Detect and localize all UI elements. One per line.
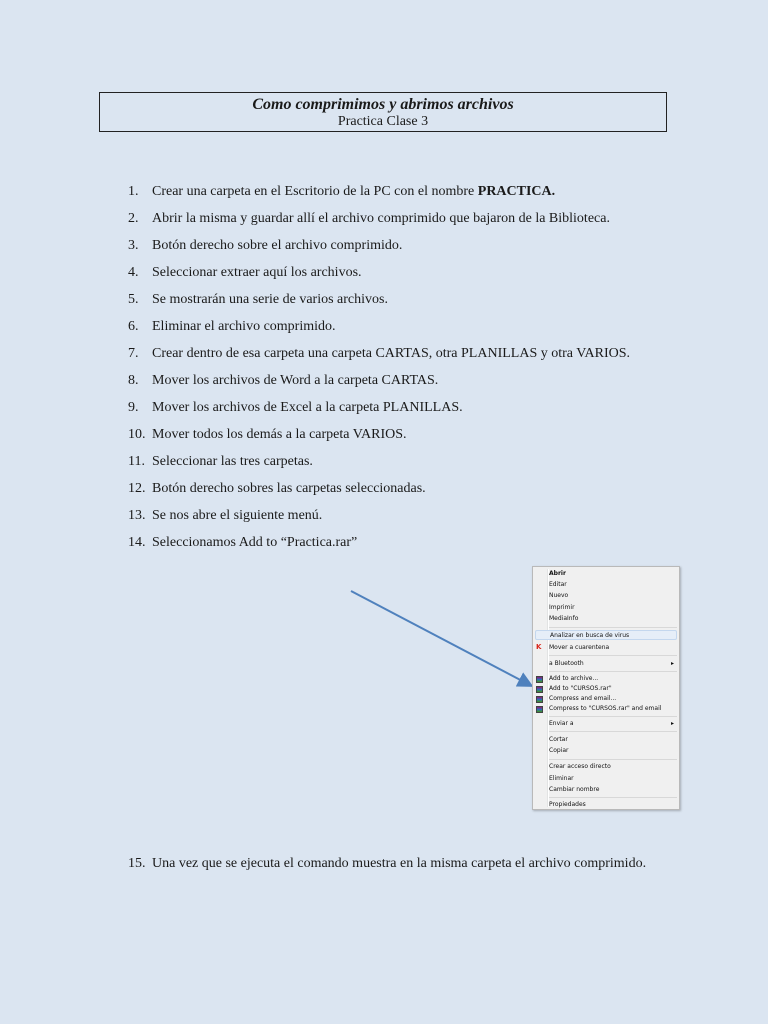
context-menu [532,566,680,810]
step-item [0,448,768,475]
step-text: Mover los archivos de Excel a la carpeta PLANILLAS. [152,400,463,415]
menu-item-abrir[interactable]: Abrir [549,570,566,577]
menu-separator [549,671,677,672]
menu-item-label: a Bluetooth [549,660,584,667]
step-number: 11. [128,454,145,469]
step-item [0,259,768,286]
step-number: 15. [128,856,146,871]
step-text: Botón derecho sobre el archivo comprimido. [152,238,403,253]
step-text-bold: PRACTICA. [477,184,556,199]
step-text: Se nos abre el siguiente menú. [152,508,323,523]
step-text: Crear dentro de esa carpeta una carpeta CARTAS, otra PLANILLAS y otra VARIOS. [152,346,631,361]
step-item [0,850,768,877]
step-item [0,313,768,340]
menu-item-mediainfo[interactable]: MediaInfo [549,615,579,622]
menu-item-mover-cuarentena[interactable]: Mover a cuarentena [549,644,610,651]
menu-item-label: Enviar a [549,720,574,727]
step-item [0,394,768,421]
submenu-arrow-icon: ▸ [671,660,675,667]
step-item [0,475,768,502]
menu-item-enviar-a[interactable] [549,719,677,729]
step-item [0,340,768,367]
step-number: 1. [128,184,139,199]
step-number: 13. [128,508,146,523]
step-number: 6. [128,319,139,334]
winrar-icon [536,676,543,683]
step-item [0,367,768,394]
menu-item-crear-acceso-directo[interactable]: Crear acceso directo [549,763,611,770]
pointer-arrow [345,585,545,695]
step-number: 4. [128,265,139,280]
menu-item-eliminar[interactable]: Eliminar [549,775,574,782]
step-text: Seleccionar las tres carpetas. [152,454,313,469]
step-text: Seleccionar extraer aquí los archivos. [152,265,362,280]
step-text: Mover todos los demás a la carpeta VARIOS. [152,427,407,442]
kaspersky-icon: K [536,643,542,651]
step-item [0,232,768,259]
menu-separator [549,797,677,798]
step-item [0,286,768,313]
winrar-icon [536,696,543,703]
menu-item-copiar[interactable]: Copiar [549,747,569,754]
step-number: 8. [128,373,139,388]
menu-separator [549,731,677,732]
document-subtitle: Practica Clase 3 [337,114,429,129]
menu-item-editar[interactable]: Editar [549,581,567,588]
menu-item-imprimir[interactable]: Imprimir [549,604,575,611]
step-text: Eliminar el archivo comprimido. [152,319,336,334]
title-box [99,92,667,132]
menu-item-cambiar-nombre[interactable]: Cambiar nombre [549,786,600,793]
step-text: Abrir la misma y guardar allí el archivo comprimido que bajaron de la Biblioteca. [152,211,610,226]
step-number: 2. [128,211,139,226]
step-number: 14. [128,535,146,550]
step-item [0,502,768,529]
step-number: 9. [128,400,139,415]
menu-separator [549,716,677,717]
menu-item-add-to-archive[interactable]: Add to archive... [549,675,599,682]
menu-separator [549,759,677,760]
step-text: Se mostrarán una serie de varios archivos. [152,292,388,307]
step-number: 12. [128,481,146,496]
menu-separator [549,655,677,656]
step-item [0,421,768,448]
step-text: Mover los archivos de Word a la carpeta CARTAS. [152,373,439,388]
menu-item-analizar-virus[interactable]: Analizar en busca de virus [535,630,677,640]
step-text: Una vez que se ejecuta el comando muestra en la misma carpeta el archivo comprimido. [152,856,647,871]
menu-item-nuevo[interactable]: Nuevo [549,592,569,599]
menu-item-bluetooth[interactable] [549,659,677,669]
step-number: 7. [128,346,139,361]
menu-item-compress-rar-email[interactable]: Compress to "CURSOS.rar" and email [549,705,662,712]
step-item [0,529,768,556]
document-title: Como comprimimos y abrimos archivos [252,96,514,113]
menu-item-compress-email[interactable]: Compress and email... [549,695,617,702]
step-number: 10. [128,427,146,442]
winrar-icon [536,686,543,693]
menu-item-cortar[interactable]: Cortar [549,736,568,743]
step-item [0,205,768,232]
step-text: Botón derecho sobres las carpetas seleccionadas. [152,481,426,496]
step-text: Crear una carpeta en el Escritorio de la PC con el nombre [152,184,478,199]
winrar-icon [536,706,543,713]
menu-item-propiedades[interactable]: Propiedades [549,801,586,808]
step-number: 3. [128,238,139,253]
menu-separator [549,627,677,628]
menu-item-add-to-rar[interactable]: Add to "CURSOS.rar" [549,685,612,692]
step-item [0,178,768,205]
step-number: 5. [128,292,139,307]
submenu-arrow-icon: ▸ [671,720,675,727]
step-text: Seleccionamos Add to “Practica.rar” [152,535,358,550]
